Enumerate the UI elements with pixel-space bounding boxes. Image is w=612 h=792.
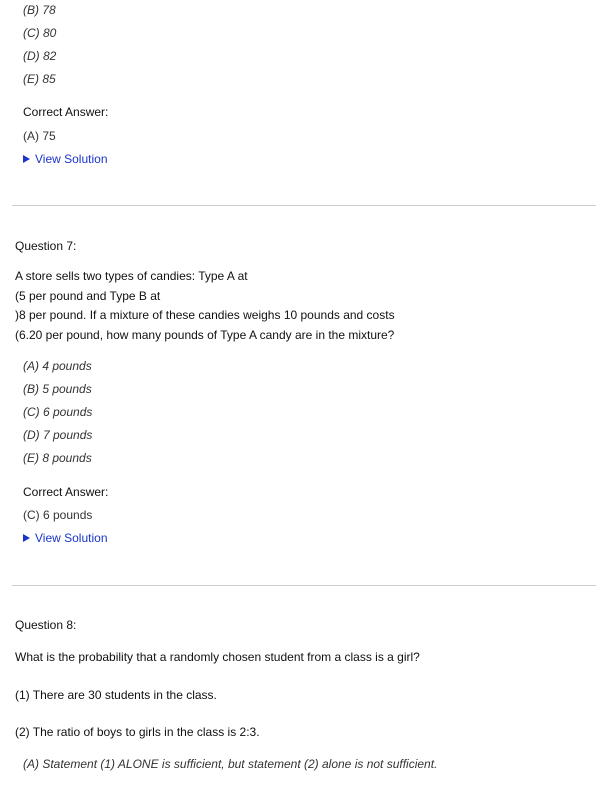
divider xyxy=(12,205,596,206)
expand-triangle-icon xyxy=(23,155,30,163)
q7-text-line-3: )8 per pound. If a mixture of these candies weighs 10 pounds and costs xyxy=(15,308,395,322)
divider xyxy=(12,585,596,586)
q7-correct-answer: (C) 6 pounds xyxy=(23,508,93,522)
q7-text-line-4: (6.20 per pound, how many pounds of Type A candy are in the mixture? xyxy=(15,327,395,342)
q8-statement-1: (1) There are 30 students in the class. xyxy=(15,688,217,702)
q7-view-solution-link[interactable] xyxy=(23,531,108,545)
q7-text xyxy=(15,267,395,345)
q8-title: Question 8: xyxy=(15,618,77,632)
q6-view-solution-label: View Solution xyxy=(35,152,108,166)
q8-statement-2: (2) The ratio of boys to girls in the class is 2:3. xyxy=(15,725,260,739)
q7-option-c: (C) 6 pounds xyxy=(23,405,93,419)
q7-text-line-2: (5 per pound and Type B at xyxy=(15,288,161,303)
q7-title: Question 7: xyxy=(15,239,77,253)
q6-correct-answer: (A) 75 xyxy=(23,129,56,143)
q7-correct-answer-label: Correct Answer: xyxy=(23,485,109,499)
q6-option-d: (D) 82 xyxy=(23,49,57,63)
q7-option-a: (A) 4 pounds xyxy=(23,359,92,373)
q7-option-e: (E) 8 pounds xyxy=(23,451,92,465)
q7-option-d: (D) 7 pounds xyxy=(23,428,93,442)
q8-option-a: (A) Statement (1) ALONE is sufficient, but statement (2) alone is not sufficient. xyxy=(23,757,438,771)
q6-correct-answer-label: Correct Answer: xyxy=(23,105,109,119)
q6-view-solution-link[interactable] xyxy=(23,152,108,166)
q7-text-line-1: A store sells two types of candies: Type A at xyxy=(15,269,248,283)
q7-view-solution-label: View Solution xyxy=(35,531,108,545)
expand-triangle-icon xyxy=(23,534,30,542)
q6-option-b: (B) 78 xyxy=(23,3,56,17)
q7-option-b: (B) 5 pounds xyxy=(23,382,92,396)
q8-text: What is the probability that a randomly chosen student from a class is a girl? xyxy=(15,650,420,664)
q6-option-c: (C) 80 xyxy=(23,26,57,40)
q6-option-e: (E) 85 xyxy=(23,72,56,86)
